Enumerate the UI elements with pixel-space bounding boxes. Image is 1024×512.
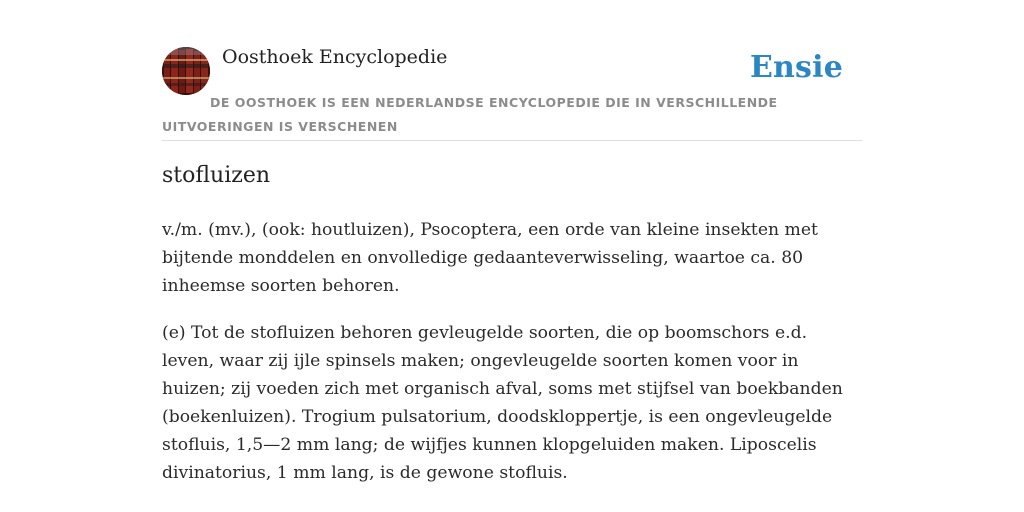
entry-paragraph: v./m. (mv.), (ook: houtluizen), Psocoptera, een orde van kleine insekten met bijtende monddelen en onvolledige gedaanteverwisseling, waartoe ca. 80 inheemse soorten behoren. [162, 220, 818, 296]
site-tagline: DE OOSTHOEK IS EEN NEDERLANDSE ENCYCLOPEDIE DIE IN VERSCHILLENDE UITVOERINGEN IS VERSCHENEN [162, 95, 778, 134]
brand-logo[interactable]: Ensie [749, 50, 843, 85]
page [162, 0, 862, 483]
entry-paragraph: (e) Tot de stofluizen behoren gevleugelde soorten, die op boomschors e.d. leven, waar zij ijle spinsels maken; ongevleugelde soorten komen voor in huizen; zij voeden zich met organisch afval, soms met stijfsel van boekbanden (boekenluizen). Trogium pulsatorium, doodskloppertje, is een ongevleugelde stofluis, 1,5—2 mm lang; de wijfjes kunnen klopgeluiden maken. Liposcelis divinatorius, 1 mm lang, is de gewone stofluis. [162, 323, 843, 483]
site-header [162, 0, 862, 141]
site-title[interactable]: Oosthoek Encyclopedie [222, 46, 448, 68]
entry-body [162, 216, 862, 506]
book-spines-icon[interactable] [162, 47, 210, 95]
entry-title: stofluizen [162, 163, 271, 188]
